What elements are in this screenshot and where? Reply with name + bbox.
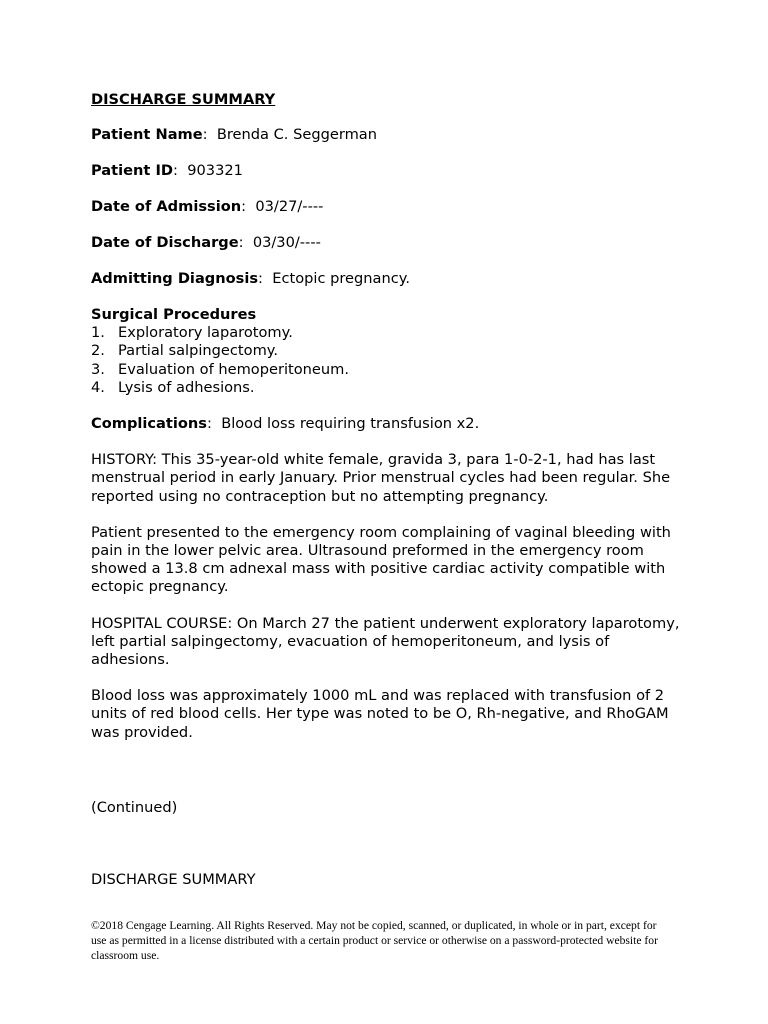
list-item-text: Exploratory laparotomy. — [118, 324, 293, 341]
patient-id-value: 903321 — [187, 162, 243, 179]
admitting-diagnosis-value: Ectopic pregnancy. — [272, 270, 410, 287]
list-item — [91, 342, 691, 360]
patient-name-value: Brenda C. Seggerman — [216, 126, 377, 143]
document-body — [91, 91, 691, 760]
patient-id-field: Patient ID: 903321 — [91, 162, 243, 179]
admitting-diagnosis-label: Admitting Diagnosis — [91, 270, 259, 287]
complications-field: Complications: Blood loss requiring transfusion x2. — [91, 415, 480, 433]
hospital-course-paragraph: HOSPITAL COURSE: On March 27 the patient underwent exploratory laparotomy, left partial salpingectomy, evacuation of hemoperitoneum, and lysis of adhesions. — [91, 614, 680, 669]
history-paragraph: HISTORY: This 35-year-old white female, gravida 3, para 1-0-2-1, had has last menstrual period in early January. Prior menstrual cycles had been regular. She reported using no contraception but no attempting pregnancy. — [91, 451, 671, 505]
admission-date-field: Date of Admission: 03/27/---- — [91, 198, 324, 215]
list-item — [91, 379, 691, 397]
patient-id-label: Patient ID — [91, 162, 174, 179]
admission-date-label: Date of Admission — [91, 198, 242, 215]
list-item-number: 1. — [91, 324, 105, 341]
presentation-paragraph: Patient presented to the emergency room complaining of vaginal bleeding with pain in the lower pelvic area. Ultrasound preformed in the emergency room showed a 13.8 cm adnexal mass with positive cardiac activity compatible with ectopic pregnancy. — [91, 523, 671, 596]
list-item-number: 3. — [91, 360, 105, 378]
discharge-date-field: Date of Discharge: 03/30/---- — [91, 234, 321, 251]
surgical-procedures-list — [91, 324, 691, 397]
copyright-notice: ©2018 Cengage Learning. All Rights Reserved. May not be copied, scanned, or duplicated, in whole or in part, except for use as permitted in a license distributed with a certain product or service or otherwise on a password-protected website for classroom use. — [91, 919, 658, 962]
list-item-number: 4. — [91, 378, 105, 396]
blood-loss-paragraph: Blood loss was approximately 1000 mL and was replaced with transfusion of 2 units of red blood cells. Her type was noted to be O, Rh-negative, and RhoGAM was provided. — [91, 687, 669, 741]
continued-note: (Continued) — [91, 799, 178, 816]
admitting-diagnosis-field: Admitting Diagnosis: Ectopic pregnancy. — [91, 270, 410, 287]
footer-title: DISCHARGE SUMMARY — [91, 871, 256, 888]
complications-value: Blood loss requiring transfusion x2. — [221, 415, 480, 433]
patient-name-field: Patient Name: Brenda C. Seggerman — [91, 126, 377, 143]
list-item-text: Partial salpingectomy. — [118, 342, 278, 360]
discharge-date-label: Date of Discharge — [91, 234, 239, 251]
list-item-text: Lysis of adhesions. — [118, 378, 255, 396]
list-item — [91, 361, 691, 379]
list-item-number: 2. — [91, 342, 105, 360]
admission-date-value: 03/27/---- — [255, 198, 324, 215]
discharge-date-value: 03/30/---- — [252, 234, 321, 251]
list-item — [91, 324, 691, 342]
document-title: DISCHARGE SUMMARY — [91, 91, 276, 108]
surgical-procedures-heading: Surgical Procedures — [91, 306, 257, 323]
patient-name-label: Patient Name — [91, 126, 203, 143]
list-item-text: Evaluation of hemoperitoneum. — [118, 360, 349, 378]
complications-label: Complications — [91, 415, 207, 433]
